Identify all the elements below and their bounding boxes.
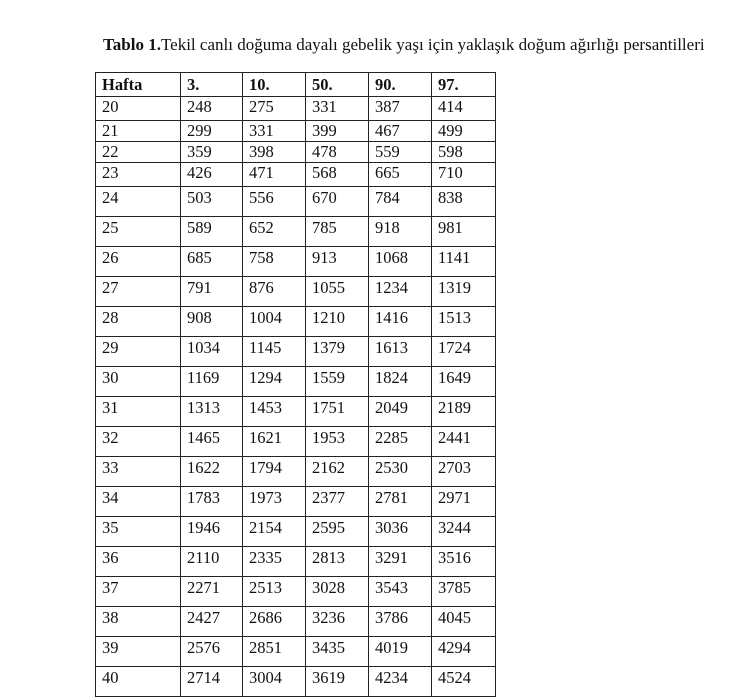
- table-cell-p50: 1953: [306, 427, 369, 457]
- table-row: [96, 517, 496, 547]
- table-cell-p97: 3785: [432, 577, 496, 607]
- table-cell-p90: 387: [369, 97, 432, 121]
- table-cell-week: 21: [96, 121, 181, 142]
- table-cell-p90: 918: [369, 217, 432, 247]
- table-row: [96, 163, 496, 187]
- table-cell-p97: 3516: [432, 547, 496, 577]
- header-cell-week: Hafta: [96, 73, 181, 97]
- table-cell-p90: 1613: [369, 337, 432, 367]
- table-body: [96, 97, 496, 697]
- table-row: [96, 667, 496, 697]
- table-caption-label: Tablo 1.: [103, 35, 161, 54]
- table-cell-p3: 426: [181, 163, 243, 187]
- table-cell-p50: 1751: [306, 397, 369, 427]
- table-cell-p90: 3291: [369, 547, 432, 577]
- table-cell-p97: 499: [432, 121, 496, 142]
- table-row: [96, 427, 496, 457]
- header-cell-p10: 10.: [243, 73, 306, 97]
- table-cell-p10: 2335: [243, 547, 306, 577]
- table-cell-week: 23: [96, 163, 181, 187]
- table-cell-p3: 1622: [181, 457, 243, 487]
- table-cell-p97: 414: [432, 97, 496, 121]
- table-cell-week: 24: [96, 187, 181, 217]
- table-row: [96, 457, 496, 487]
- table-row: [96, 397, 496, 427]
- table-cell-p50: 478: [306, 142, 369, 163]
- table-cell-p90: 3786: [369, 607, 432, 637]
- table-cell-week: 40: [96, 667, 181, 697]
- table-cell-p3: 685: [181, 247, 243, 277]
- table-cell-p97: 1724: [432, 337, 496, 367]
- table-cell-p10: 876: [243, 277, 306, 307]
- table-row: [96, 607, 496, 637]
- table-cell-p3: 589: [181, 217, 243, 247]
- table-row: [96, 247, 496, 277]
- table-cell-p90: 3543: [369, 577, 432, 607]
- table-cell-p97: 2189: [432, 397, 496, 427]
- table-cell-p50: 1559: [306, 367, 369, 397]
- table-cell-p50: 331: [306, 97, 369, 121]
- table-cell-p90: 1824: [369, 367, 432, 397]
- table-cell-p3: 1465: [181, 427, 243, 457]
- table-cell-p50: 913: [306, 247, 369, 277]
- table-cell-week: 27: [96, 277, 181, 307]
- table-row: [96, 547, 496, 577]
- table-cell-p10: 2851: [243, 637, 306, 667]
- table-cell-p10: 758: [243, 247, 306, 277]
- table-cell-p10: 1294: [243, 367, 306, 397]
- table-cell-p50: 2595: [306, 517, 369, 547]
- table-cell-week: 38: [96, 607, 181, 637]
- table-cell-p10: 2154: [243, 517, 306, 547]
- table-cell-week: 37: [96, 577, 181, 607]
- table-row: [96, 277, 496, 307]
- table-cell-p10: 471: [243, 163, 306, 187]
- table-cell-p90: 2530: [369, 457, 432, 487]
- table-row: [96, 337, 496, 367]
- table-cell-p10: 1145: [243, 337, 306, 367]
- table-row: [96, 367, 496, 397]
- table-cell-p50: 2813: [306, 547, 369, 577]
- table-cell-week: 29: [96, 337, 181, 367]
- table-cell-p3: 2110: [181, 547, 243, 577]
- table-cell-p97: 1141: [432, 247, 496, 277]
- table-cell-week: 33: [96, 457, 181, 487]
- table-cell-week: 36: [96, 547, 181, 577]
- table-cell-week: 20: [96, 97, 181, 121]
- table-cell-p3: 908: [181, 307, 243, 337]
- table-cell-p97: 4294: [432, 637, 496, 667]
- table-cell-p10: 1004: [243, 307, 306, 337]
- table-cell-p90: 665: [369, 163, 432, 187]
- birth-weight-percentile-table: [95, 72, 496, 697]
- table-row: [96, 307, 496, 337]
- table-cell-p50: 399: [306, 121, 369, 142]
- table-cell-p10: 398: [243, 142, 306, 163]
- table-cell-p50: 2162: [306, 457, 369, 487]
- table-cell-p97: 1319: [432, 277, 496, 307]
- table-cell-p10: 3004: [243, 667, 306, 697]
- table-cell-week: 35: [96, 517, 181, 547]
- table-cell-week: 31: [96, 397, 181, 427]
- table-cell-p3: 248: [181, 97, 243, 121]
- table-cell-p10: 1973: [243, 487, 306, 517]
- table-cell-p3: 299: [181, 121, 243, 142]
- table-cell-p90: 1416: [369, 307, 432, 337]
- table-cell-p90: 1234: [369, 277, 432, 307]
- table-cell-p10: 556: [243, 187, 306, 217]
- table-cell-p90: 4019: [369, 637, 432, 667]
- header-cell-p97: 97.: [432, 73, 496, 97]
- table-cell-p97: 3244: [432, 517, 496, 547]
- header-cell-p3: 3.: [181, 73, 243, 97]
- table-cell-p90: 784: [369, 187, 432, 217]
- table-header-row: [96, 73, 496, 97]
- table-cell-p90: 2049: [369, 397, 432, 427]
- table-cell-p3: 503: [181, 187, 243, 217]
- table-cell-week: 39: [96, 637, 181, 667]
- table-cell-p97: 2703: [432, 457, 496, 487]
- table-row: [96, 142, 496, 163]
- table-cell-p50: 1210: [306, 307, 369, 337]
- table-cell-p50: 3028: [306, 577, 369, 607]
- table-cell-p10: 652: [243, 217, 306, 247]
- table-row: [96, 577, 496, 607]
- table-cell-p97: 4524: [432, 667, 496, 697]
- table-cell-p50: 1379: [306, 337, 369, 367]
- table-cell-p50: 3435: [306, 637, 369, 667]
- table-cell-week: 32: [96, 427, 181, 457]
- table-row: [96, 187, 496, 217]
- table-cell-p3: 2271: [181, 577, 243, 607]
- table-cell-p90: 559: [369, 142, 432, 163]
- table-cell-p10: 331: [243, 121, 306, 142]
- table-cell-week: 26: [96, 247, 181, 277]
- table-cell-p90: 2781: [369, 487, 432, 517]
- table-cell-p3: 2427: [181, 607, 243, 637]
- table-cell-p90: 467: [369, 121, 432, 142]
- table-cell-p10: 1621: [243, 427, 306, 457]
- table-cell-week: 34: [96, 487, 181, 517]
- table-cell-p97: 838: [432, 187, 496, 217]
- table-cell-p97: 1513: [432, 307, 496, 337]
- table-cell-p3: 2714: [181, 667, 243, 697]
- header-cell-p90: 90.: [369, 73, 432, 97]
- table-cell-p3: 1169: [181, 367, 243, 397]
- table-cell-p3: 1783: [181, 487, 243, 517]
- table-row: [96, 121, 496, 142]
- table-cell-p97: 710: [432, 163, 496, 187]
- table-cell-p50: 1055: [306, 277, 369, 307]
- table-cell-p3: 359: [181, 142, 243, 163]
- table-cell-p50: 785: [306, 217, 369, 247]
- table-row: [96, 637, 496, 667]
- table-cell-week: 22: [96, 142, 181, 163]
- table-cell-week: 28: [96, 307, 181, 337]
- table-cell-p50: 3236: [306, 607, 369, 637]
- table-cell-p3: 1946: [181, 517, 243, 547]
- table-cell-p10: 2686: [243, 607, 306, 637]
- table-cell-p50: 670: [306, 187, 369, 217]
- table-cell-p50: 568: [306, 163, 369, 187]
- table-cell-p50: 2377: [306, 487, 369, 517]
- table-cell-p97: 2971: [432, 487, 496, 517]
- table-cell-p97: 2441: [432, 427, 496, 457]
- table-cell-p10: 2513: [243, 577, 306, 607]
- table-cell-p90: 4234: [369, 667, 432, 697]
- table-cell-p10: 275: [243, 97, 306, 121]
- table-cell-p97: 598: [432, 142, 496, 163]
- table-cell-p3: 1313: [181, 397, 243, 427]
- table-cell-week: 25: [96, 217, 181, 247]
- table-row: [96, 487, 496, 517]
- table-caption: [103, 34, 705, 56]
- table-cell-p97: 4045: [432, 607, 496, 637]
- table-cell-p3: 791: [181, 277, 243, 307]
- table-cell-p90: 3036: [369, 517, 432, 547]
- table-row: [96, 97, 496, 121]
- table-cell-p10: 1794: [243, 457, 306, 487]
- table-caption-text: Tekil canlı doğuma dayalı gebelik yaşı için yaklaşık doğum ağırlığı persantilleri: [160, 35, 705, 54]
- table-cell-p50: 3619: [306, 667, 369, 697]
- header-cell-p50: 50.: [306, 73, 369, 97]
- table-row: [96, 217, 496, 247]
- table-cell-p10: 1453: [243, 397, 306, 427]
- table-cell-p90: 1068: [369, 247, 432, 277]
- table-cell-p3: 2576: [181, 637, 243, 667]
- table-cell-p3: 1034: [181, 337, 243, 367]
- table-cell-week: 30: [96, 367, 181, 397]
- table-cell-p90: 2285: [369, 427, 432, 457]
- table-cell-p97: 981: [432, 217, 496, 247]
- table-cell-p97: 1649: [432, 367, 496, 397]
